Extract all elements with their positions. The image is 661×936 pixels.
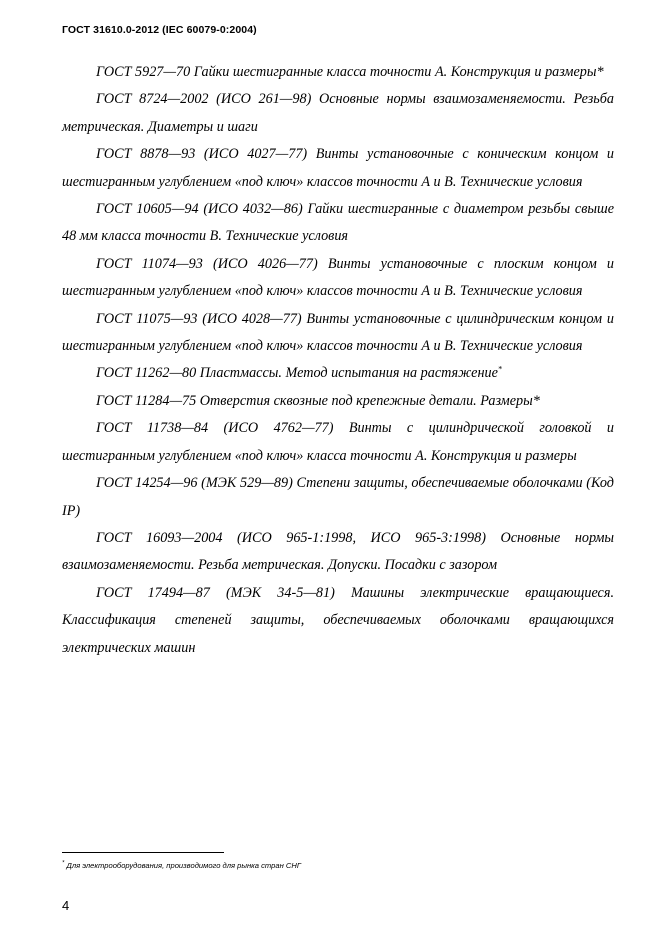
reference-paragraph: ГОСТ 14254—96 (МЭК 529—89) Степени защиты, обеспечиваемые оболочками (Код IP)	[62, 475, 614, 519]
footnote-text: Для электрооборудования, производимого для рынка стран СНГ	[66, 861, 301, 870]
reference-paragraph: ГОСТ 16093—2004 (ИСО 965-1:1998, ИСО 965-3:1998) Основные нормы взаимозаменяемости. Резьба метрическая. Допуски. Посадки с зазором	[62, 529, 614, 574]
footnote-divider	[62, 852, 224, 853]
reference-paragraph: ГОСТ 17494—87 (МЭК 34-5—81) Машины электрические вращающиеся. Классификация степеней защиты, обеспечиваемых оболочками вращающихся электрических машин	[62, 584, 614, 656]
reference-paragraph: ГОСТ 11075—93 (ИСО 4028—77) Винты установочные с цилиндрическим концом и шестигранным углублением «под ключ» классов точности А и В. Технические условия	[62, 310, 614, 355]
reference-paragraph: ГОСТ 11738—84 (ИСО 4762—77) Винты с цилиндрической головкой и шестигранным углублением «под ключ» класса точности А. Конструкция и размеры	[62, 420, 614, 464]
reference-paragraph: ГОСТ 11074—93 (ИСО 4026—77) Винты установочные с плоским концом и шестигранным углублением «под ключ» классов точности А и В. Технические условия	[62, 255, 614, 300]
document-header: ГОСТ 31610.0-2012 (IEC 60079-0:2004)	[62, 24, 257, 36]
reference-paragraph: ГОСТ 5927—70 Гайки шестигранные класса точности А. Конструкция и размеры*	[96, 64, 604, 80]
reference-paragraph: ГОСТ 8724—2002 (ИСО 261—98) Основные нормы взаимозаменяемости. Резьба метрическая. Диаметры и шаги	[62, 91, 614, 135]
page-number: 4	[62, 898, 70, 913]
footnote	[62, 861, 301, 870]
reference-paragraph: ГОСТ 10605—94 (ИСО 4032—86) Гайки шестигранные с диаметром резьбы свыше 48 мм класса точности В. Технические условия	[62, 201, 614, 245]
references-list	[62, 59, 614, 662]
reference-paragraph: ГОСТ 11284—75 Отверстия сквозные под крепежные детали. Размеры*	[96, 392, 540, 409]
reference-paragraph: ГОСТ 11262—80 Пластмассы. Метод испытания на растяжение*	[96, 364, 502, 382]
footnote-marker: *	[497, 364, 502, 374]
reference-paragraph: ГОСТ 8878—93 (ИСО 4027—77) Винты установочные с коническим концом и шестигранным углублением «под ключ» классов точности А и В. Технические условия	[62, 146, 614, 190]
footnote-marker: *	[62, 860, 65, 867]
